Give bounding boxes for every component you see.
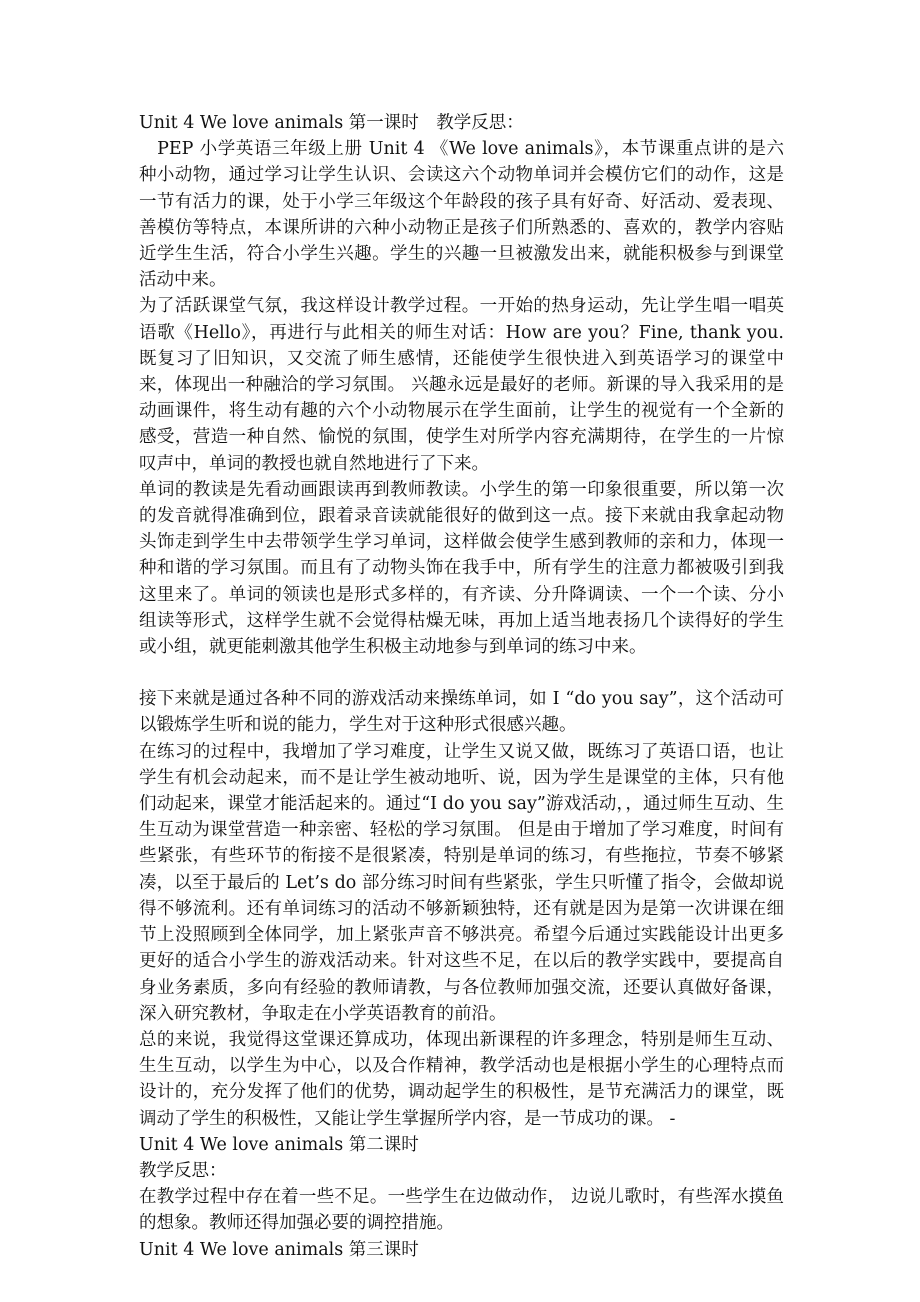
document-body: [139, 110, 784, 1263]
lesson1-title: Unit 4 We love animals 第一课时 教学反思：: [139, 113, 524, 133]
lesson2-reflection-label: 教学反思：: [139, 1160, 227, 1181]
lesson2-title: Unit 4 We love animals 第二课时: [139, 1134, 419, 1155]
lesson1-paragraph-word-reading: 单词的教读是先看动画跟读再到教师教读。小学生的第一印象很重要，所以第一次的发音就得准确到位，跟着录音读就能很好的做到这一点。接下来就由我拿起动物头饰走到学生中去带领学生学习单词，这样做会使学生感到教师的亲和力，体现一种和谐的学习氛围。而且有了动物头饰在我手中，所有学生的注意力都被吸引到我这里来了。单词的领读也是形式多样的，有齐读、分升降调读、一个一个读、分小组读等形式，这样学生就不会觉得枯燥无味，再加上适当地表扬几个读得好的学生或小组，就更能刺激其他学生积极主动地参与到单词的练习中来。: [139, 479, 784, 658]
lesson3-title: Unit 4 We love animals 第三课时: [139, 1239, 419, 1260]
lesson1-paragraph-games: 接下来就是通过各种不同的游戏活动来操练单词，如 I “do you say”，这个活动可以锻炼学生听和说的能力，学生对于这种形式很感兴趣。: [139, 689, 784, 736]
lesson2-paragraph: 在教学过程中存在着一些不足。一些学生在边做动作， 边说儿歌时，有些浑水摸鱼的想象。教师还得加强必要的调控措施。: [139, 1187, 784, 1234]
lesson1-paragraph-intro: PEP 小学英语三年级上册 Unit 4 《We love animals》，本节课重点讲的是六种小动物，通过学习让学生认识、会读这六个动物单词并会模仿它们的动作，这是一节有活力的课，处于小学三年级这个年龄段的孩子具有好奇、好活动、爱表现、善模仿等特点，本课所讲的六种小动物正是孩子们所熟悉的、喜欢的，教学内容贴近学生生活，符合小学生兴趣。学生的兴趣一旦被激发出来，就能积极参与到课堂活动中来。: [139, 139, 784, 291]
lesson1-paragraph-warmup: 为了活跃课堂气氛，我这样设计教学过程。一开始的热身运动，先让学生唱一唱英语歌《Hello》，再进行与此相关的师生对话：How are you？Fine, thank you.既复习了旧知识，又交流了师生感情，还能使学生很快进入到英语学习的课堂中来，体现出一种融洽的学习氛围。 兴趣永远是最好的老师。新课的导入我采用的是动画课件，将生动有趣的六个小动物展示在学生面前，让学生的视觉有一个全新的感受，营造一种自然、愉悦的氛围，使学生对所学内容充满期待，在学生的一片惊叹声中，单词的教授也就自然地进行了下来。: [139, 296, 784, 474]
lesson1-paragraph-practice: 在练习的过程中，我增加了学习难度，让学生又说又做，既练习了英语口语，也让学生有机会动起来，而不是让学生被动地听、说，因为学生是课堂的主体，只有他们动起来，课堂才能活起来的。通过“I do you say”游戏活动，，通过师生互动、生生互动为课堂营造一种亲密、轻松的学习氛围。 但是由于增加了学习难度，时间有些紧张，有些环节的衔接不是很紧凑，特别是单词的练习，有些拖拉，节奏不够紧凑，以至于最后的 Let’s do 部分练习时间有些紧张，学生只听懂了指令，会做却说得不够流利。还有单词练习的活动不够新颖独特，还有就是因为是第一次讲课在细节上没照顾到全体同学，加上紧张声音不够洪亮。希望今后通过实践能设计出更多更好的适合小学生的游戏活动来。针对这些不足，在以后的教学实践中，要提高自身业务素质，多向有经验的教师请教，与各位教师加强交流，还要认真做好备课，深入研究教材，争取走在小学英语教育的前沿。: [139, 741, 784, 1024]
lesson1-paragraph-summary: 总的来说，我觉得这堂课还算成功，体现出新课程的许多理念，特别是师生互动、生生互动，以学生为中心，以及合作精神，教学活动也是根据小学生的心理特点而设计的，充分发挥了他们的优势，调动起学生的积极性，是节充满活力的课堂，既调动了学生的积极性，又能让学生掌握所学内容，是一节成功的课。 -: [139, 1029, 784, 1129]
